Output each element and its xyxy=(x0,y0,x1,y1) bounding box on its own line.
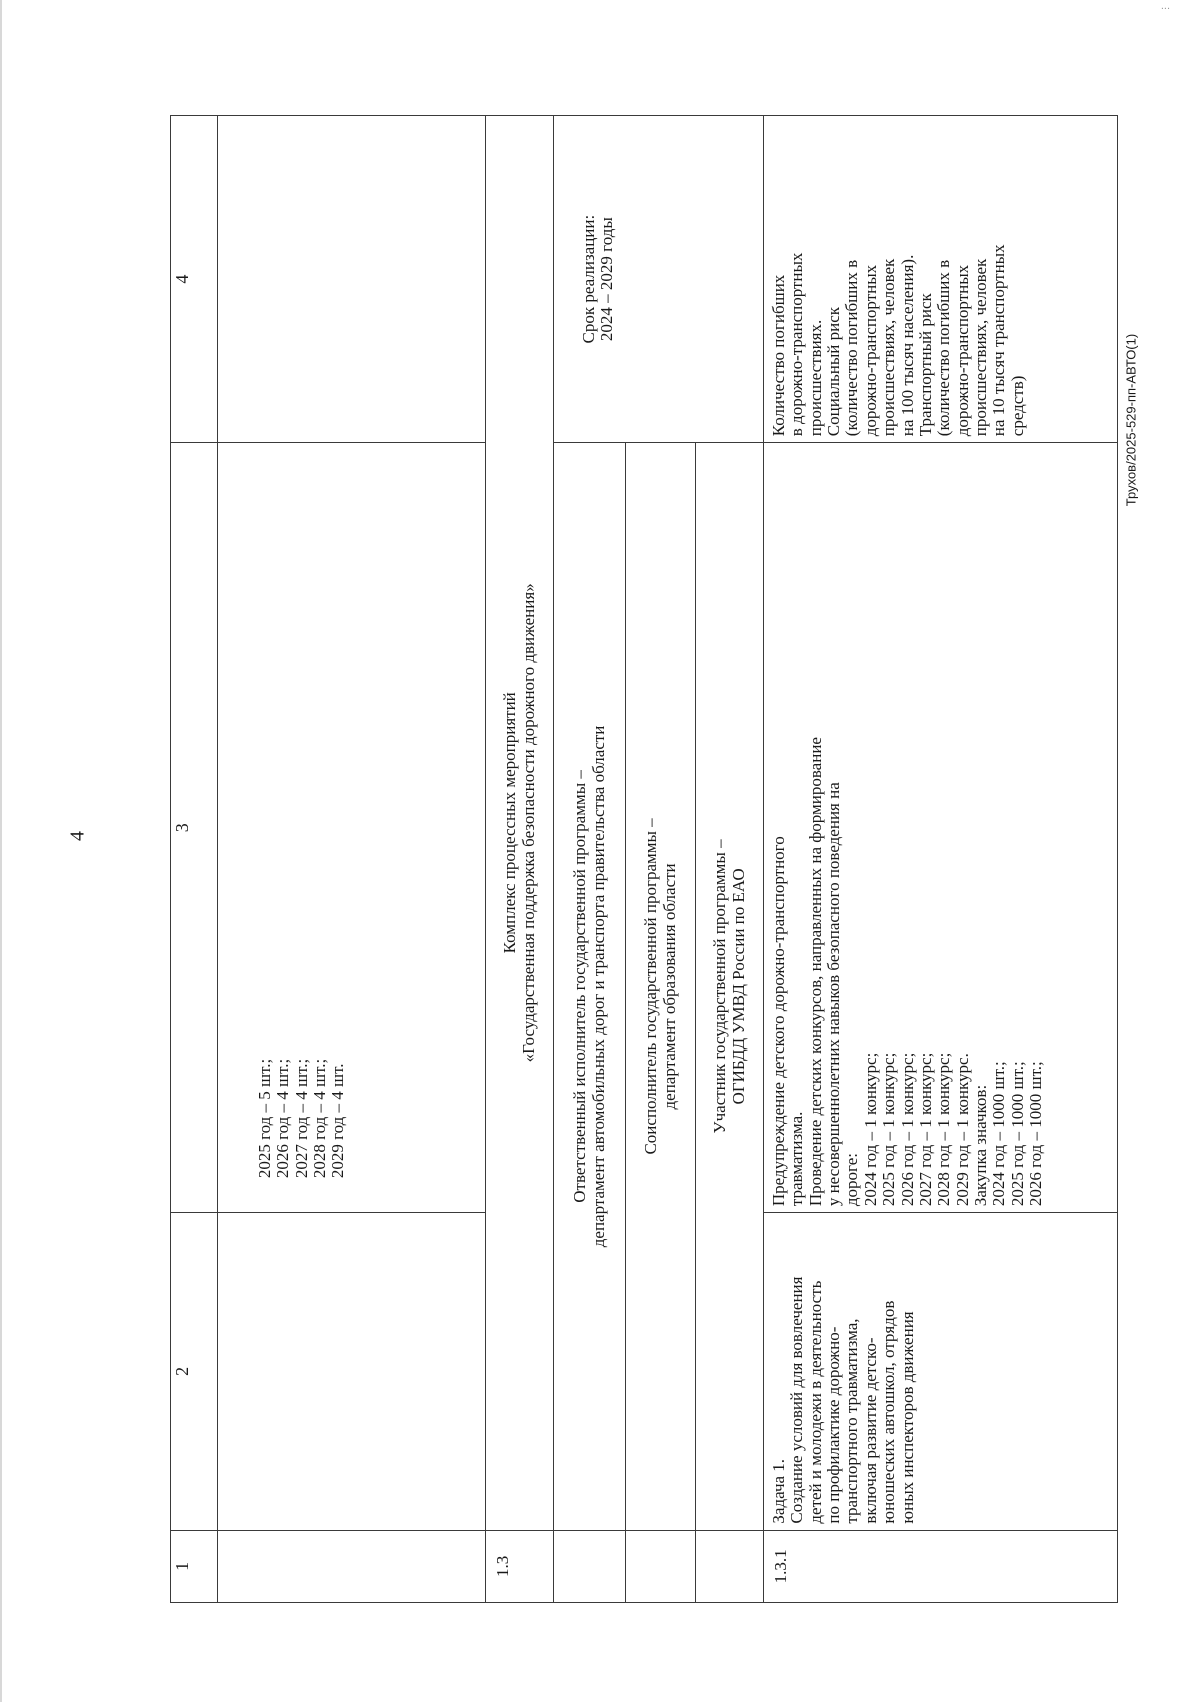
indicator-line: Количество погибших xyxy=(769,274,788,437)
task-indicators xyxy=(764,116,1118,443)
indicator-line: на 100 тысяч населения). xyxy=(897,254,917,437)
complex-title xyxy=(486,116,554,1531)
activity-line: 2025 год – 1 конкурс; xyxy=(879,1052,899,1207)
header-col-2: 2 xyxy=(171,1213,218,1530)
task-line: Задача 1. xyxy=(769,1458,788,1524)
coexecutor-line-2: департамент образования области xyxy=(659,863,679,1110)
task-line: детей и молодежи в деятельность xyxy=(805,1280,825,1524)
complex-title-line-2: «Государственная поддержка безопасности дорожного движения» xyxy=(518,583,538,1063)
indicator-line: происшествиях. xyxy=(805,319,825,437)
activity-line: 2028 год – 1 конкурс; xyxy=(934,1052,954,1207)
participant-line-2: ОГИБДД УМВД России по ЕАО xyxy=(728,868,748,1105)
continuation-col-4 xyxy=(218,116,486,443)
task-line: юношеских автошкол, отрядов xyxy=(879,1300,899,1524)
task-description xyxy=(764,1213,1118,1530)
activity-line: 2029 год – 1 конкурс. xyxy=(952,1053,972,1207)
responsible-row xyxy=(554,116,626,1603)
activity-line: дороге: xyxy=(842,1153,862,1207)
complex-title-line-1: Комплекс процессных мероприятий xyxy=(500,692,520,954)
responsible-line-1: Ответственный исполнитель государственной программы – xyxy=(570,770,590,1203)
continuation-col-1 xyxy=(218,1530,486,1602)
period-line-1: Срок реализации: xyxy=(579,214,598,344)
indicator-line: происшествиях, человек xyxy=(970,258,990,437)
activity-line: 2026 год – 1000 шт.; xyxy=(1026,1061,1046,1207)
task-line: Создание условий для вовлечения xyxy=(787,1276,807,1524)
responsible-col-1 xyxy=(554,1530,626,1602)
page-edge xyxy=(0,0,2,1702)
continuation-line: 2028 год – 4 шт.; xyxy=(310,1058,330,1179)
table-header-row xyxy=(171,116,218,1603)
activity-line: 2024 год – 1000 шт.; xyxy=(989,1061,1009,1207)
complex-number: 1.3 xyxy=(486,1530,554,1602)
activity-line: 2026 год – 1 конкурс; xyxy=(897,1052,917,1207)
coexecutor-line-1: Соисполнитель государственной программы – xyxy=(641,818,661,1155)
continuation-line: 2025 год – 5 шт.; xyxy=(255,1058,274,1179)
coexecutor-col-1 xyxy=(626,1530,696,1602)
indicator-line: происшествиях, человек xyxy=(879,258,899,437)
continuation-line: 2029 год – 4 шт. xyxy=(328,1063,348,1179)
activity-line: 2027 год – 1 конкурс; xyxy=(915,1052,935,1207)
continuation-col-3 xyxy=(218,443,486,1213)
activity-line: травматизма. xyxy=(787,1111,807,1207)
coexecutor xyxy=(626,443,696,1530)
activity-line: 2024 год – 1 конкурс; xyxy=(860,1052,880,1207)
task-line: транспортного травматизма, xyxy=(842,1318,862,1524)
indicator-line: (количество погибших в xyxy=(934,259,954,437)
document-code: Трухов/2025-529-пп-АВТО(1) xyxy=(1123,333,1139,507)
activity-line: у несовершеннолетних навыков безопасного поведения на xyxy=(824,782,844,1207)
activity-line: Закупка значков: xyxy=(970,1084,990,1207)
continuation-col-2 xyxy=(218,1213,486,1530)
participant-line-1: Участник государственной программы – xyxy=(710,839,730,1134)
indicator-line: средств) xyxy=(1007,375,1027,437)
page-number: 4 xyxy=(66,831,89,841)
indicator-line: в дорожно-транспортных xyxy=(787,252,807,437)
continuation-line: 2026 год – 4 шт.; xyxy=(273,1058,293,1179)
responsible-line-2: департамент автомобильных дорог и транспорта правительства области xyxy=(588,725,608,1248)
period-line-2: 2024 – 2029 годы xyxy=(597,217,617,342)
indicator-line: (количество погибших в xyxy=(842,259,862,437)
continuation-row xyxy=(218,116,486,1603)
responsible-executor xyxy=(554,443,626,1530)
rotated-table-container xyxy=(170,115,1118,1603)
continuation-line: 2027 год – 4 шт.; xyxy=(291,1058,311,1179)
task-number: 1.3.1 xyxy=(764,1530,1118,1602)
participant xyxy=(696,443,764,1530)
activity-line: Проведение детских конкурсов, направленных на формирование xyxy=(805,737,825,1207)
header-col-4: 4 xyxy=(171,116,218,443)
task-activities xyxy=(764,443,1118,1213)
task-line: включая развитие детско- xyxy=(860,1337,880,1524)
participant-col-1 xyxy=(696,1530,764,1602)
task-row xyxy=(764,116,1118,1603)
indicator-line: дорожно-транспортных xyxy=(952,264,972,437)
indicator-line: дорожно-транспортных xyxy=(860,264,880,437)
header-col-3: 3 xyxy=(171,443,218,1213)
task-line: по профилактике дорожно- xyxy=(824,1326,844,1524)
corner-mark: ... xyxy=(1160,0,1170,12)
indicator-line: на 10 тысяч транспортных xyxy=(989,244,1009,437)
activity-line: 2025 год – 1000 шт.; xyxy=(1007,1061,1027,1207)
activity-line: Предупреждение детского дорожно-транспортного xyxy=(769,836,788,1207)
implementation-period xyxy=(554,116,764,443)
indicator-line: Транспортный риск xyxy=(915,293,935,437)
task-line: юных инспекторов движения xyxy=(897,1311,917,1524)
indicator-line: Социальный риск xyxy=(824,306,844,437)
program-table xyxy=(170,115,1118,1603)
complex-row xyxy=(486,116,554,1603)
header-col-1: 1 xyxy=(171,1530,218,1602)
